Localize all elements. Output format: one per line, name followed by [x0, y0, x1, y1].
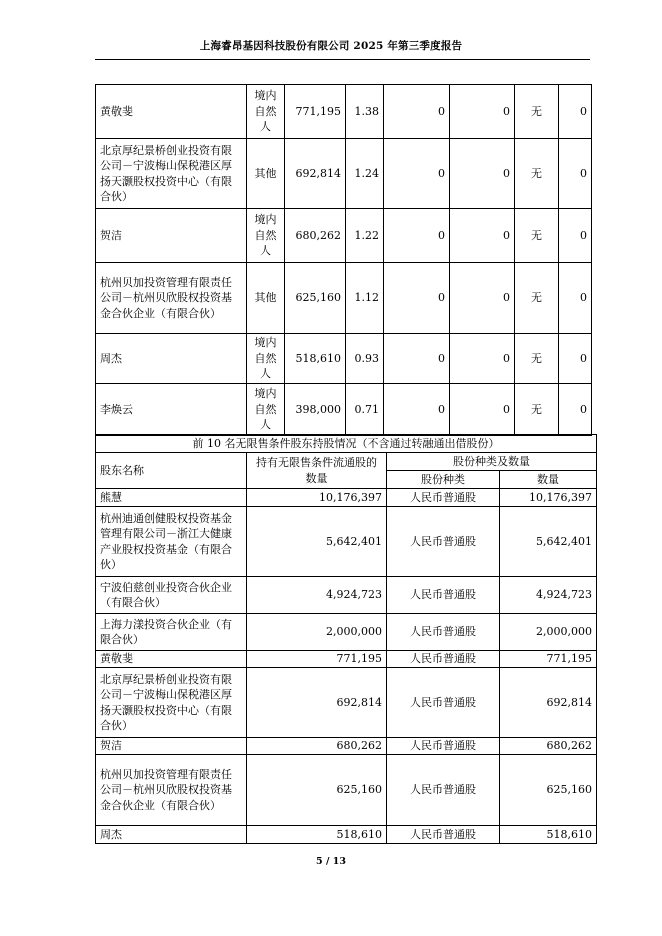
- share-kind: 人民币普通股: [387, 826, 500, 844]
- share-kind-qty: 625,160: [500, 755, 597, 826]
- shareholder-name: 周杰: [96, 334, 247, 384]
- share-kind: 人民币普通股: [387, 489, 500, 507]
- share-kind: 人民币普通股: [387, 614, 500, 651]
- holder-name: 黄敬斐: [96, 651, 247, 668]
- table-row: [96, 139, 592, 209]
- table-row: [96, 738, 597, 755]
- section-title-row: [96, 435, 597, 453]
- section-title: 前 10 名无限售条件股东持股情况（不含通过转融通出借股份）: [96, 435, 597, 453]
- shares-held: 771,195: [285, 85, 346, 139]
- holder-name: 周杰: [96, 826, 247, 844]
- table-row: [96, 209, 592, 263]
- restricted-shares: 0: [384, 334, 450, 384]
- shares-held: 518,610: [285, 334, 346, 384]
- holding-ratio: 1.24: [346, 139, 384, 209]
- unrestricted-qty: 10,176,397: [247, 489, 387, 507]
- holding-ratio: 0.93: [346, 334, 384, 384]
- unrestricted-qty: 692,814: [247, 668, 387, 738]
- share-kind-qty: 680,262: [500, 738, 597, 755]
- shareholder-type: 境内自然人: [247, 209, 285, 263]
- shareholder-name: 杭州贝加投资管理有限责任公司－杭州贝欣股权投资基金合伙企业（有限合伙）: [96, 263, 247, 334]
- restricted-incl-lent: 0: [450, 85, 515, 139]
- page-header-title: 上海睿昂基因科技股份有限公司 2025 年第三季度报告: [199, 40, 463, 52]
- top-shareholders-table: [95, 84, 592, 436]
- holding-ratio: 1.22: [346, 209, 384, 263]
- share-kind: 人民币普通股: [387, 577, 500, 614]
- restricted-incl-lent: 0: [450, 263, 515, 334]
- share-kind: 人民币普通股: [387, 668, 500, 738]
- pledge-status: 无: [515, 334, 559, 384]
- unrestricted-shareholders-table: [95, 434, 597, 844]
- pledge-quantity: 0: [559, 85, 592, 139]
- header-row: [96, 453, 597, 471]
- holding-ratio: 1.12: [346, 263, 384, 334]
- holding-ratio: 0.71: [346, 384, 384, 436]
- pledge-quantity: 0: [559, 384, 592, 436]
- shares-held: 625,160: [285, 263, 346, 334]
- share-kind-qty: 4,924,723: [500, 577, 597, 614]
- restricted-shares: 0: [384, 209, 450, 263]
- table-row: [96, 85, 592, 139]
- col-header-name: 股东名称: [96, 453, 247, 489]
- shareholder-type: 境内自然人: [247, 85, 285, 139]
- unrestricted-qty: 4,924,723: [247, 577, 387, 614]
- restricted-incl-lent: 0: [450, 384, 515, 436]
- shareholder-type: 其他: [247, 139, 285, 209]
- unrestricted-qty: 2,000,000: [247, 614, 387, 651]
- holder-name: 贺洁: [96, 738, 247, 755]
- page-number: 5 / 13: [316, 856, 346, 867]
- shares-held: 680,262: [285, 209, 346, 263]
- holder-name: 宁波伯慈创业投资合伙企业（有限合伙）: [96, 577, 247, 614]
- restricted-shares: 0: [384, 263, 450, 334]
- holder-name: 北京厚纪景桥创业投资有限公司－宁波梅山保税港区厚扬天灏股权投资中心（有限合伙）: [96, 668, 247, 738]
- table-row: [96, 826, 597, 844]
- unrestricted-qty: 680,262: [247, 738, 387, 755]
- restricted-incl-lent: 0: [450, 139, 515, 209]
- unrestricted-qty: 518,610: [247, 826, 387, 844]
- table-row: [96, 507, 597, 577]
- restricted-shares: 0: [384, 384, 450, 436]
- restricted-incl-lent: 0: [450, 209, 515, 263]
- share-kind-qty: 10,176,397: [500, 489, 597, 507]
- share-kind-qty: 692,814: [500, 668, 597, 738]
- table-row: [96, 263, 592, 334]
- table-row: [96, 755, 597, 826]
- shareholder-type: 境内自然人: [247, 384, 285, 436]
- table-row: [96, 334, 592, 384]
- table-row: [96, 651, 597, 668]
- table-row: [96, 489, 597, 507]
- table-row: [96, 577, 597, 614]
- table-row: [96, 668, 597, 738]
- col-header-kind: 股份种类: [387, 471, 500, 489]
- unrestricted-qty: 5,642,401: [247, 507, 387, 577]
- shares-held: 692,814: [285, 139, 346, 209]
- shareholder-name: 贺洁: [96, 209, 247, 263]
- holder-name: 杭州贝加投资管理有限责任公司－杭州贝欣股权投资基金合伙企业（有限合伙）: [96, 755, 247, 826]
- header-divider: [95, 59, 590, 60]
- share-kind: 人民币普通股: [387, 755, 500, 826]
- shareholder-type: 境内自然人: [247, 334, 285, 384]
- shareholder-name: 北京厚纪景桥创业投资有限公司－宁波梅山保税港区厚扬天灏股权投资中心（有限合伙）: [96, 139, 247, 209]
- table-row: [96, 384, 592, 436]
- shareholder-name: 黄敬斐: [96, 85, 247, 139]
- holder-name: 上海力漾投资合伙企业（有限合伙）: [96, 614, 247, 651]
- pledge-quantity: 0: [559, 263, 592, 334]
- shares-held: 398,000: [285, 384, 346, 436]
- share-kind-qty: 771,195: [500, 651, 597, 668]
- pledge-status: 无: [515, 209, 559, 263]
- restricted-incl-lent: 0: [450, 334, 515, 384]
- col-header-qty: 持有无限售条件流通股的数量: [247, 453, 387, 489]
- share-kind-qty: 5,642,401: [500, 507, 597, 577]
- holding-ratio: 1.38: [346, 85, 384, 139]
- col-header-kind-group: 股份种类及数量: [387, 453, 597, 471]
- share-kind: 人民币普通股: [387, 738, 500, 755]
- share-kind: 人民币普通股: [387, 651, 500, 668]
- pledge-quantity: 0: [559, 334, 592, 384]
- holder-name: 熊慧: [96, 489, 247, 507]
- restricted-shares: 0: [384, 139, 450, 209]
- shareholder-type: 其他: [247, 263, 285, 334]
- share-kind-qty: 2,000,000: [500, 614, 597, 651]
- pledge-quantity: 0: [559, 139, 592, 209]
- pledge-status: 无: [515, 139, 559, 209]
- col-header-kind-qty: 数量: [500, 471, 597, 489]
- pledge-status: 无: [515, 85, 559, 139]
- holder-name: 杭州迪通创健股权投资基金管理有限公司－浙江大健康产业股权投资基金（有限合伙）: [96, 507, 247, 577]
- unrestricted-qty: 625,160: [247, 755, 387, 826]
- restricted-shares: 0: [384, 85, 450, 139]
- shareholder-name: 李焕云: [96, 384, 247, 436]
- share-kind: 人民币普通股: [387, 507, 500, 577]
- table-row: [96, 614, 597, 651]
- pledge-status: 无: [515, 384, 559, 436]
- pledge-status: 无: [515, 263, 559, 334]
- pledge-quantity: 0: [559, 209, 592, 263]
- unrestricted-qty: 771,195: [247, 651, 387, 668]
- share-kind-qty: 518,610: [500, 826, 597, 844]
